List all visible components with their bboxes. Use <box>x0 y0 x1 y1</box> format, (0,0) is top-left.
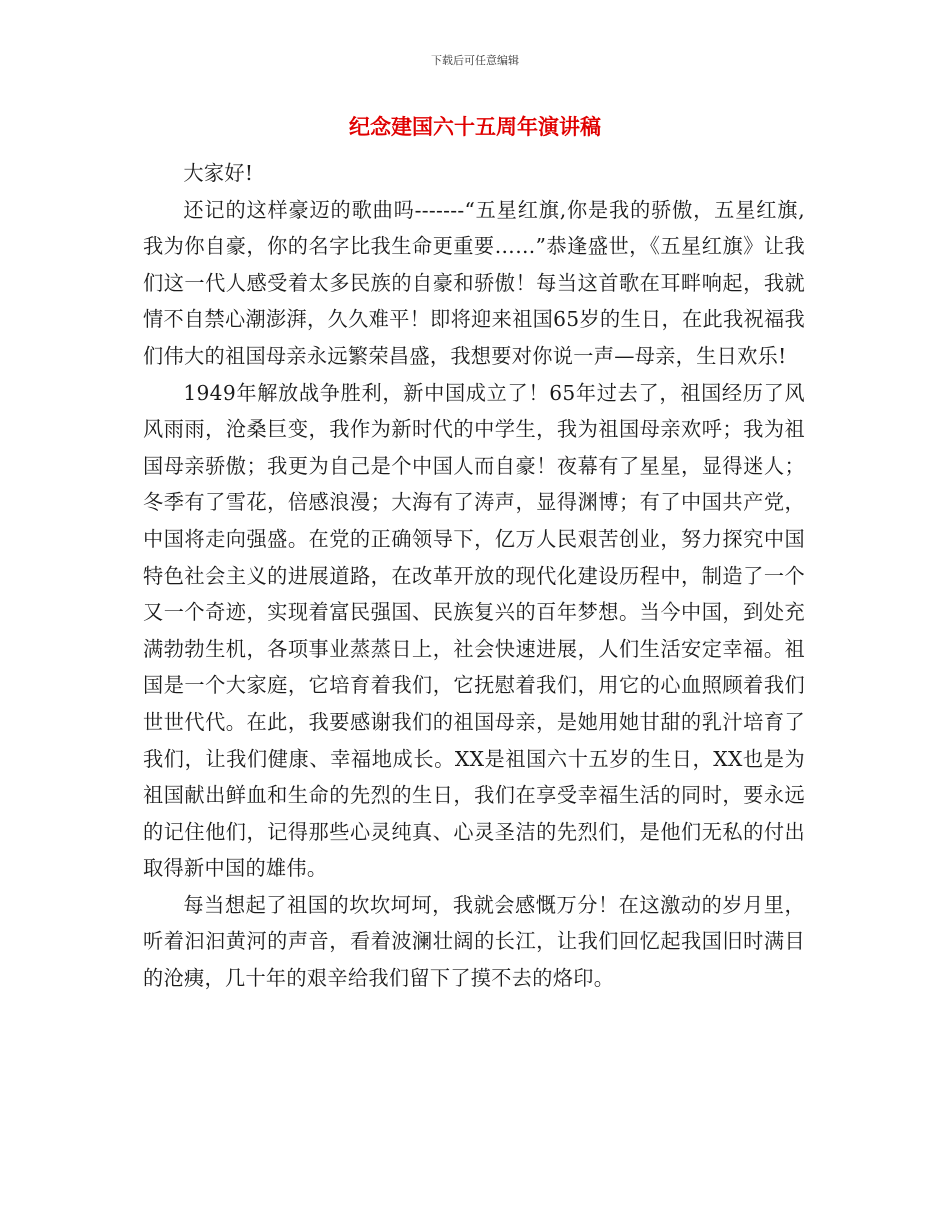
page-header-note: 下载后可任意编辑 <box>431 54 519 67</box>
paragraph-2: 1949年解放战争胜利，新中国成立了！65年过去了，祖国经历了风风雨雨，沧桑巨变，我作为新时代的中学生，我为祖国母亲欢呼；我为祖国母亲骄傲；我更为自己是个中国人而自豪！夜幕有了星星，显得迷人；冬季有了雪花，倍感浪漫；大海有了涛声，显得渊博；有了中国共产党，中国将走向强盛。在党的正确领导下，亿万人民艰苦创业，努力探究中国特色社会主义的进展道路，在改革开放的现代化建设历程中，制造了一个又一个奇迹，实现着富民强国、民族复兴的百年梦想。当今中国，到处充满勃勃生机，各项事业蒸蒸日上，社会快速进展，人们生活安定幸福。祖国是一个大家庭，它培育着我们，它抚慰着我们，用它的心血照顾着我们世世代代。在此，我要感谢我们的祖国母亲，是她用她甘甜的乳汁培育了我们，让我们健康、幸福地成长。XX是祖国六十五岁的生日，XX也是为祖国献出鲜血和生命的先烈的生日，我们在享受幸福生活的同时，要永远的记住他们，记得那些心灵纯真、心灵圣洁的先烈们，是他们无私的付出取得新中国的雄伟。 <box>143 380 805 881</box>
paragraph-greeting: 大家好! <box>183 161 254 185</box>
document-title: 纪念建国六十五周年演讲稿 <box>349 115 601 139</box>
document-body <box>143 155 805 997</box>
paragraph-1: 还记的这样豪迈的歌曲吗-------“五星红旗,你是我的骄傲，五星红旗,我为你自豪，你的名字比我生命更重要……”恭逢盛世，《五星红旗》让我们这一代人感受着太多民族的自豪和骄傲！每当这首歌在耳畔响起，我就情不自禁心潮澎湃，久久难平！即将迎来祖国65岁的生日，在此我祝福我们伟大的祖国母亲永远繁荣昌盛，我想要对你说一声—母亲，生日欢乐! <box>143 197 805 368</box>
paragraph-3: 每当想起了祖国的坎坎坷坷，我就会感慨万分！在这激动的岁月里，听着汩汩黄河的声音，看着波澜壮阔的长江，让我们回忆起我国旧时满目的沧痍，几十年的艰辛给我们留下了摸不去的烙印。 <box>143 892 805 991</box>
